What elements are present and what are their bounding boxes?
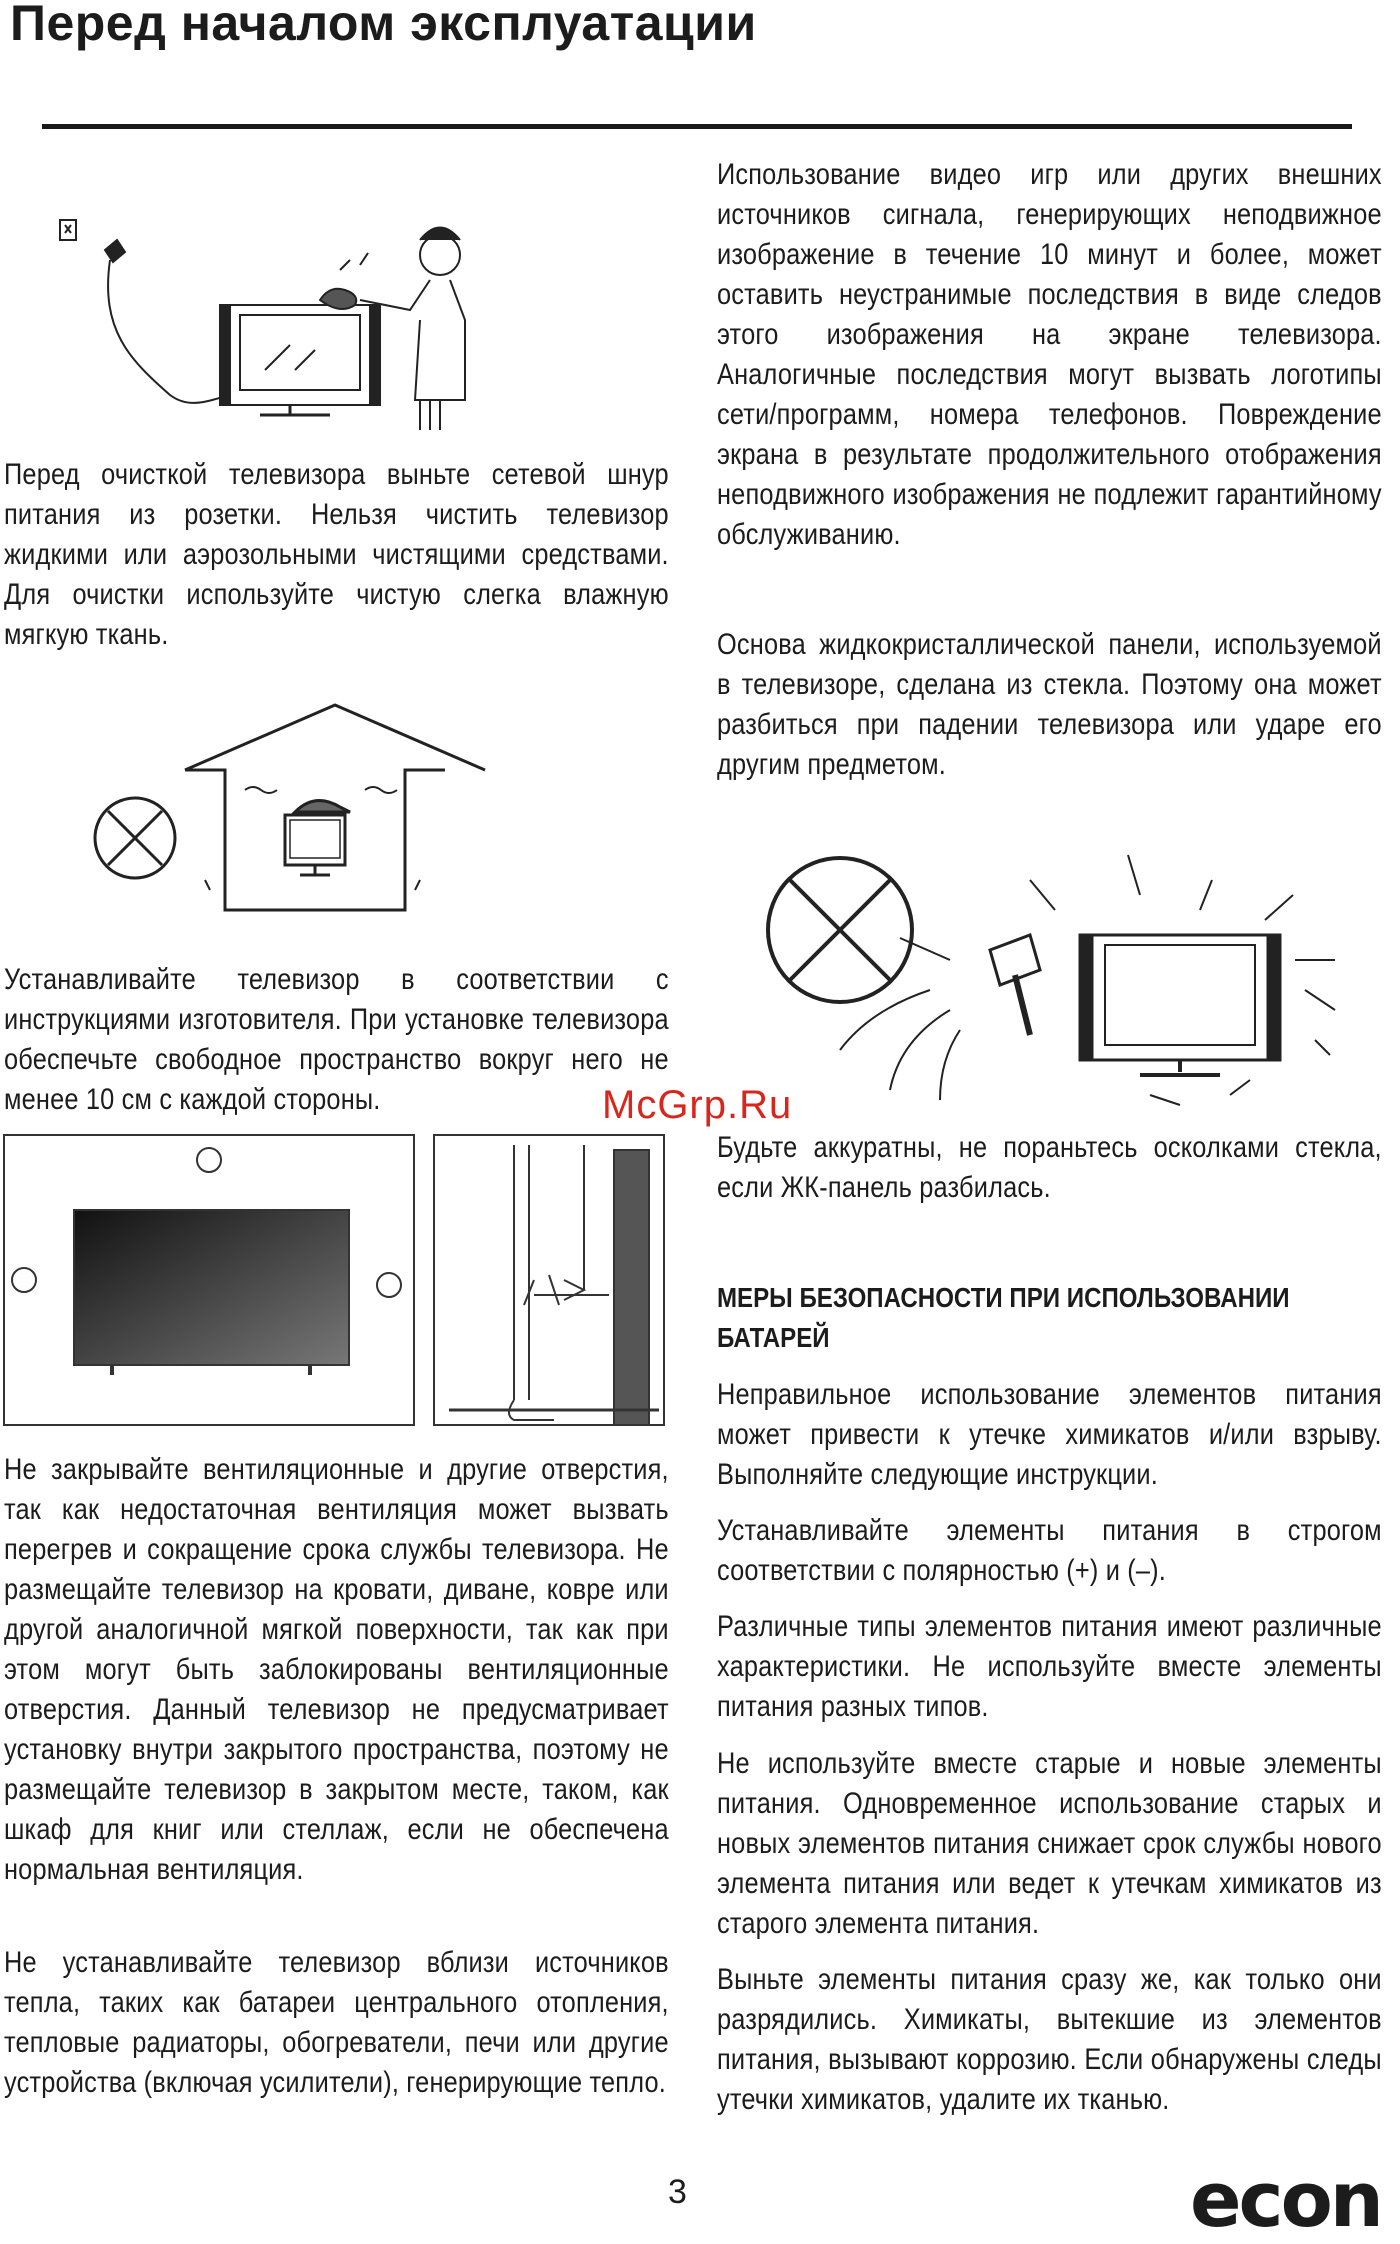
right-paragraph-3: Будьте аккуратны, не пораньтесь осколками стекла, если ЖК-панель разбилась.: [717, 1131, 1382, 1204]
right-paragraph-6: Различные типы элементов питания имеют различные характеристики. Не используйте вместе элементы питания разных типов.: [717, 1610, 1382, 1723]
cleaning-illustration: [50, 210, 490, 430]
left-paragraph-2: Устанавливайте телевизор в соответствии с инструкциями изготовителя. При установке телевизора обеспечьте свободное пространство вокруг него не менее 10 см с каждой стороны.: [4, 963, 669, 1116]
right-paragraph-5: Устанавливайте элементы питания в строгом соответствии с полярностью (+) и (–).: [717, 1514, 1382, 1587]
right-paragraph-7: Не используйте вместе старые и новые элементы питания. Одновременное использование старых и новых элементов питания снижает срок службы нового элемента питания или ведет к утечкам химикатов из старого элемента питания.: [717, 1747, 1382, 1940]
watermark: McGrp.Ru: [602, 1083, 793, 1127]
left-paragraph-1: Перед очисткой телевизора выньте сетевой шнур питания из розетки. Нельзя чистить телевизор жидкими или аэрозольными чистящими средствами. Для очистки используйте чистую слегка влажную мягкую ткань.: [4, 458, 669, 651]
brand-logo: econ: [1190, 2155, 1381, 2244]
right-paragraph-8: Выньте элементы питания сразу же, как только они разрядились. Химикаты, вытекшие из элементов питания, вызывают коррозию. Если обнаружены следы утечки химикатов, удалите их тканью.: [717, 1963, 1382, 2116]
page-title: Перед началом эксплуатации: [10, 0, 757, 51]
right-paragraph-1: Использование видео игр или других внешних источников сигнала, генерирующих неподвижное изображение в течение 10 минут и более, может оставить неустранимые последствия в виде следов этого изображения на экране телевизора. Аналогичные последствия могут вызвать логотипы сети/программ, номера телефонов. Повреждение экрана в результате продолжительного отображения неподвижного изображения не подлежит гарантийному обслуживанию.: [717, 158, 1382, 551]
right-paragraph-4: Неправильное использование элементов питания может привести к утечке химикатов и/или взрыву. Выполняйте следующие инструкции.: [717, 1378, 1382, 1491]
left-paragraph-4: Не устанавливайте телевизор вблизи источников тепла, таких как батареи центрального отопления, тепловые радиаторы, обогреватели, печи или другие устройства (включая усилители), генерирующие тепло.: [4, 1946, 669, 2099]
clearance-illustration: [4, 1135, 664, 1430]
title-rule: [42, 124, 1352, 129]
left-paragraph-3: Не закрывайте вентиляционные и другие отверстия, так как недостаточная вентиляция может вызвать перегрев и сокращение срока службы телевизора. Не размещайте телевизор на кровати, диване, ковре или другой аналогичной мягкой поверхности, так как при этом могут быть заблокированы вентиляционные отверстия. Данный телевизор не предусматривает установку внутри закрытого пространства, поэтому не размещайте телевизор в закрытом месте, таком, как шкаф для книг или стеллаж, если не обеспечена нормальная вентиляция.: [4, 1453, 669, 1886]
broken-panel-illustration: [760, 850, 1360, 1120]
installation-room-illustration: [90, 700, 450, 920]
battery-safety-heading: МЕРЫ БЕЗОПАСНОСТИ ПРИ ИСПОЛЬЗОВАНИИ БАТАРЕЙ: [717, 1282, 1290, 1353]
right-paragraph-2: Основа жидкокристаллической панели, используемой в телевизоре, сделана из стекла. Поэтому она может разбиться при падении телевизора или ударе его другим предметом.: [717, 628, 1382, 781]
page-number: 3: [668, 2173, 687, 2211]
